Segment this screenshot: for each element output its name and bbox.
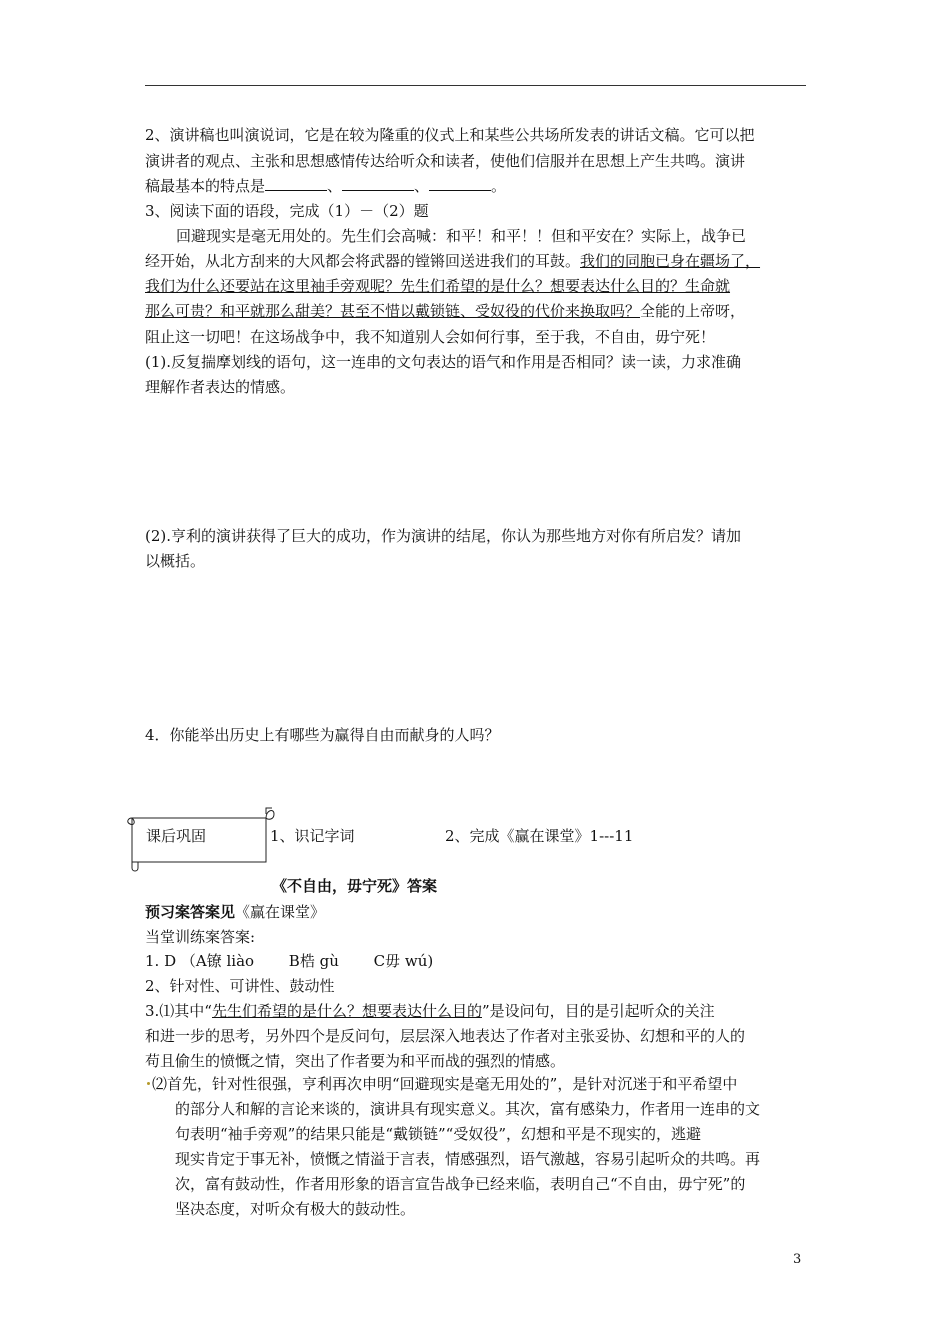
answer-3-line-2: 和进一步的思考，另外四个是反问句，层层深入地表达了作者对主张妥协、幻想和平的人的 bbox=[145, 1027, 746, 1045]
passage-text: 全能的上帝呀， bbox=[640, 302, 746, 320]
sub-question-1-line-2: 理解作者表达的情感。 bbox=[145, 378, 296, 396]
answer-4-line-3: 句表明“袖手旁观”的结果只能是“戴锁链”“受奴役”，幻想和平是不现实的，逃避 bbox=[175, 1125, 702, 1143]
preview-ref: 《赢在课堂》 bbox=[235, 903, 326, 921]
q2-sep-1: 、 bbox=[327, 177, 343, 195]
answer-3-line-3: 苟且偷生的愤慨之情，突出了作者要为和平而战的强烈的情感。 bbox=[145, 1052, 566, 1070]
marker-dot bbox=[147, 1082, 150, 1085]
preview-label: 预习案答案见 bbox=[145, 903, 236, 921]
q4-text: 4．你能举出历史上有哪些为赢得自由而献身的人吗？ bbox=[145, 726, 500, 744]
answer-4-line-4: 现实肯定于事无补，愤慨之情溢于言表，情感强烈，语气激越，容易引起听众的共鸣。再 bbox=[175, 1150, 761, 1168]
q2-line-1: 2、演讲稿也叫演说词，它是在较为隆重的仪式上和某些公共场所发表的讲话文稿。它可以把 bbox=[145, 126, 755, 144]
answer-3-line-1 bbox=[145, 1001, 715, 1021]
answer-1: 1. D （A镣 liào B梏 gù C毋 wú) bbox=[145, 952, 434, 970]
passage-line-2 bbox=[145, 251, 760, 271]
passage-line-5: 阻止这一切吧！在这场战争中，我不知道别人会如何行事，至于我，不自由，毋宁死！ bbox=[145, 328, 716, 346]
answer-4-line-2: 的部分人和解的言论来谈的，演讲具有现实意义。其次，富有感染力，作者用一连串的文 bbox=[175, 1100, 761, 1118]
header-rule bbox=[145, 85, 806, 86]
underlined-quote: 先生们希望的是什么？想要表达什么目的 bbox=[211, 1002, 482, 1020]
q2-line-2: 演讲者的观点、主张和思想感情传达给听众和读者，使他们信服并在思想上产生共鸣。演讲 bbox=[145, 152, 746, 170]
answer-4-line-1: ⑵首先，针对性很强，亨利再次申明“回避现实是毫无用处的”，是针对沉迷于和平希望中 bbox=[152, 1075, 738, 1093]
answer-4-line-6: 坚决态度，对听众有极大的鼓动性。 bbox=[175, 1200, 416, 1218]
passage-line-4 bbox=[145, 301, 745, 321]
q2-sep-2: 、 bbox=[414, 177, 430, 195]
answer-4-line-5: 次，富有鼓动性，作者用形象的语言宣告战争已经来临，表明自己“不自由，毋宁死”的 bbox=[175, 1175, 746, 1193]
answer-2: 2、针对性、可讲性、鼓动性 bbox=[145, 977, 335, 995]
preview-answer-line bbox=[145, 902, 325, 922]
passage-line-1: 回避现实是毫无用处的。先生们会高喊：和平！和平！！但和平安在？实际上，战争已 bbox=[176, 227, 747, 245]
underlined-sentence: 我们的同胞已身在疆场了， bbox=[580, 252, 761, 270]
page-number: 3 bbox=[793, 1252, 802, 1267]
consolidate-item-1: 1、识记字词 bbox=[270, 827, 355, 845]
answers-title: 《不自由，毋宁死》答案 bbox=[272, 877, 438, 895]
answer-blank-3[interactable] bbox=[429, 176, 491, 191]
q3-title: 3、阅读下面的语段，完成（1）－（2）题 bbox=[145, 202, 429, 220]
answer-text: ”是设问句，目的是引起听众的关注 bbox=[482, 1002, 715, 1020]
q2-end: 。 bbox=[491, 177, 507, 195]
sub-question-1-line-1: (1).反复揣摩划线的语句，这一连串的文句表达的语气和作用是否相同？读一读，力求准确 bbox=[145, 353, 742, 371]
consolidate-item-2: 2、完成《赢在课堂》1---11 bbox=[445, 827, 634, 845]
passage-line-3 bbox=[145, 276, 730, 296]
passage-text: 经开始，从北方刮来的大风都会将武器的镗锵回送进我们的耳鼓。 bbox=[145, 252, 581, 270]
underlined-sentence: 我们为什么还要站在这里袖手旁观呢？先生们希望的是什么？想要表达什么目的？生命就 bbox=[145, 277, 731, 295]
q2-line-3 bbox=[145, 176, 506, 196]
answer-blank-1[interactable] bbox=[265, 176, 327, 191]
sub-question-2-line-1: (2).亨利的演讲获得了巨大的成功，作为演讲的结尾，你认为那些地方对你有所启发？请加 bbox=[145, 527, 742, 545]
answer-text: 3.⑴其中“ bbox=[145, 1002, 212, 1020]
answer-blank-2[interactable] bbox=[342, 176, 414, 191]
q2-prefix: 稿最基本的特点是 bbox=[145, 177, 266, 195]
class-answer-label: 当堂训练案答案: bbox=[145, 928, 256, 946]
underlined-sentence: 那么可贵？和平就那么甜美？甚至不惜以戴锁链、受奴役的代价来换取吗？ bbox=[145, 302, 641, 320]
consolidate-label: 课后巩固 bbox=[146, 827, 207, 845]
sub-question-2-line-2: 以概括。 bbox=[145, 552, 206, 570]
